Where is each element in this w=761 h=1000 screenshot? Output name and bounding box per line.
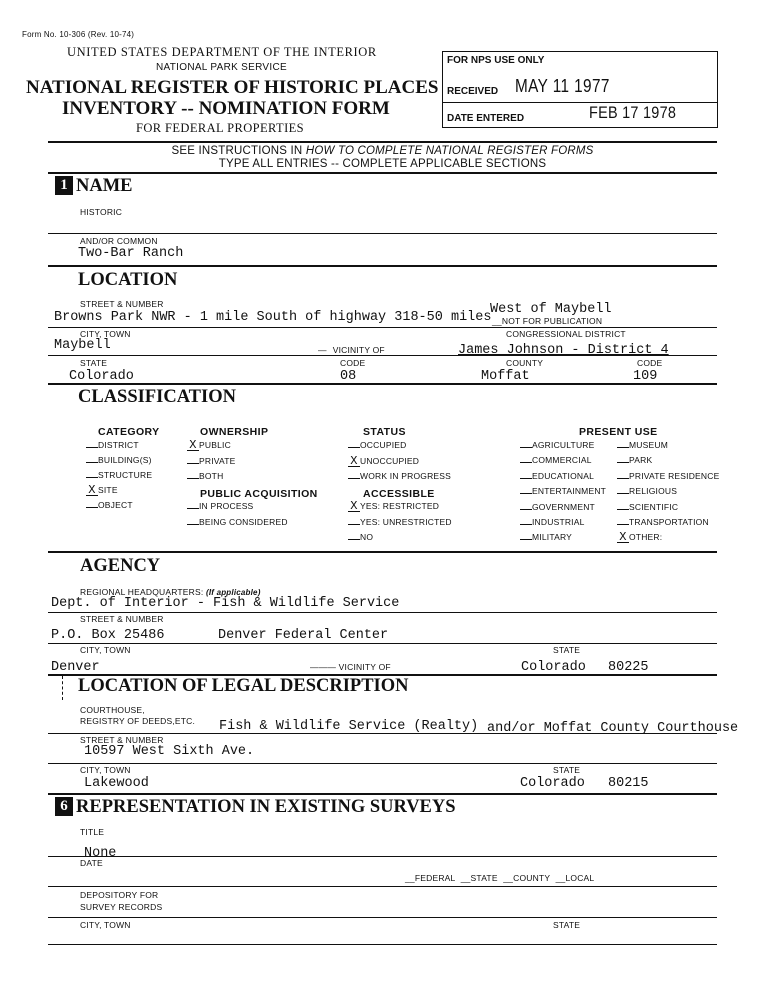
rule: [48, 886, 717, 887]
option-mark: [187, 463, 199, 464]
historic-label: HISTORIC: [80, 207, 123, 217]
option-label: OCCUPIED: [360, 440, 407, 450]
rule: [48, 265, 717, 267]
nps-use-heading: FOR NPS USE ONLY: [447, 55, 545, 66]
rule: [48, 355, 717, 356]
present-use-head: PRESENT USE: [579, 426, 658, 438]
legal-street-value: 10597 West Sixth Ave.: [84, 744, 255, 759]
option-museum: [617, 440, 668, 450]
option-label: PRIVATE: [199, 455, 236, 466]
acquisition-head: PUBLIC ACQUISITION: [200, 488, 318, 500]
option-mark: [520, 539, 532, 540]
option-educational: [520, 471, 594, 481]
registry-label: REGISTRY OF DEEDS,ETC.: [80, 716, 196, 726]
agency-zip-value: 80225: [608, 660, 649, 675]
option-label: SCIENTIFIC: [629, 501, 679, 512]
street-value: Browns Park NWR - 1 mile South of highway 318-50 miles: [54, 310, 492, 325]
option-mark: [86, 477, 98, 478]
option-label: TRANSPORTATION: [629, 517, 709, 527]
state-value: Colorado: [69, 369, 134, 384]
code2-value: 109: [633, 369, 658, 384]
section-representation-heading: 6 REPRESENTATION IN EXISTING SURVEYS: [55, 797, 456, 818]
option-label: SITE: [98, 485, 118, 495]
rep-title-label: TITLE: [80, 827, 105, 837]
rule: [48, 733, 717, 734]
not-for-publication: __NOT FOR PUBLICATION: [492, 316, 603, 326]
rep-state-label: STATE: [553, 920, 581, 930]
received-stamp: MAY 11 1977: [515, 76, 610, 96]
option-mark: X: [348, 501, 360, 512]
option-mark: [617, 509, 629, 510]
option-label: COMMERCIAL: [532, 455, 592, 466]
nps-box-divider: [443, 102, 717, 103]
option-private-residence: [617, 471, 719, 481]
option-mark: [520, 447, 532, 448]
option-private: [187, 456, 236, 466]
rule: [48, 763, 717, 764]
option-label: STRUCTURE: [98, 470, 153, 480]
rep-city-label: CITY, TOWN: [80, 920, 131, 930]
rep-levels: __FEDERAL __STATE __COUNTY __LOCAL: [405, 873, 595, 883]
option-religious: [617, 486, 677, 496]
legal-state-label: STATE: [553, 765, 581, 775]
option-label: BEING CONSIDERED: [199, 516, 288, 527]
registry-value2: and/or Moffat County Courthouse: [487, 721, 739, 736]
rule: [48, 643, 717, 644]
common-label: AND/OR COMMON: [80, 236, 158, 246]
rep-date-label: DATE: [80, 858, 103, 868]
rule: [48, 327, 717, 328]
common-name-value: Two-Bar Ranch: [78, 246, 184, 261]
option-building-s: [86, 455, 152, 465]
rule: [48, 856, 717, 857]
agency-name-value: Dept. of Interior - Fish & Wildlife Service: [51, 596, 400, 611]
option-object: [86, 500, 133, 510]
rule: [48, 551, 717, 553]
rule: [48, 233, 717, 234]
section-legal-heading: LOCATION OF LEGAL DESCRIPTION: [78, 676, 409, 696]
option-yes-unrestricted: [348, 517, 452, 527]
depository-label: DEPOSITORY FOR: [80, 890, 159, 900]
accessible-head: ACCESSIBLE: [363, 488, 435, 500]
option-label: YES: RESTRICTED: [360, 501, 440, 511]
option-unoccupied: [348, 453, 420, 468]
option-label: EDUCATIONAL: [532, 470, 595, 481]
header-rule: [48, 141, 717, 143]
agency-vicinity-label: ——— VICINITY OF: [310, 662, 391, 672]
agency-street-value: P.O. Box 25486: [51, 628, 165, 643]
option-mark: [187, 508, 199, 509]
option-mark: X: [348, 456, 360, 467]
instructions-line2: TYPE ALL ENTRIES -- COMPLETE APPLICABLE SECTIONS: [218, 158, 547, 170]
city-label: CITY, TOWN: [80, 329, 131, 339]
option-label: INDUSTRIAL: [532, 517, 585, 527]
option-occupied: [348, 440, 406, 450]
form-title: NATIONAL REGISTER OF HISTORIC PLACES: [26, 77, 439, 98]
agency-city-value: Denver: [51, 660, 100, 675]
option-military: [520, 532, 572, 542]
code2-label: CODE: [637, 358, 663, 368]
option-in-process: [187, 501, 253, 511]
option-label: IN PROCESS: [199, 501, 254, 511]
county-value: Moffat: [481, 369, 530, 384]
option-entertainment: [520, 486, 606, 496]
option-structure: [86, 470, 152, 480]
option-yes-restricted: [348, 501, 439, 512]
option-public: [187, 440, 231, 451]
option-transportation: [617, 517, 709, 527]
dept-name: UNITED STATES DEPARTMENT OF THE INTERIOR: [67, 45, 377, 59]
legal-zip-value: 80215: [608, 776, 649, 791]
option-label: OTHER:: [629, 532, 663, 543]
option-label: UNOCCUPIED: [360, 455, 420, 466]
option-agriculture: [520, 440, 595, 450]
rule: [48, 944, 717, 945]
option-both: [187, 471, 223, 481]
agency-state-label: STATE: [553, 645, 581, 655]
option-government: [520, 502, 595, 512]
agency-state-value: Colorado: [521, 660, 586, 675]
option-mark: [187, 478, 199, 479]
option-mark: [187, 524, 199, 525]
state-label: STATE: [80, 358, 108, 368]
option-mark: [348, 524, 360, 525]
option-mark: [520, 524, 532, 525]
street-label: STREET & NUMBER: [80, 299, 164, 309]
nps-use-box: [442, 51, 718, 128]
option-mark: [617, 478, 629, 479]
option-mark: [86, 507, 98, 508]
date-entered-stamp: FEB 17 1978: [589, 103, 677, 122]
section-agency-heading: AGENCY: [80, 556, 161, 576]
option-label: MILITARY: [532, 532, 573, 543]
option-site: [86, 485, 118, 496]
legal-state-value: Colorado: [520, 776, 585, 791]
option-label: ENTERTAINMENT: [532, 486, 607, 497]
option-mark: [348, 447, 360, 448]
option-label: PARK: [629, 455, 653, 466]
option-mark: X: [86, 485, 98, 496]
legal-city-label: CITY, TOWN: [80, 765, 131, 775]
street-value-cont: West of Maybell: [490, 302, 612, 317]
section-marker: [62, 676, 63, 700]
option-mark: X: [617, 532, 629, 543]
survey-records-label: SURVEY RECORDS: [80, 902, 163, 912]
option-label: RELIGIOUS: [629, 486, 678, 497]
option-park: [617, 455, 652, 465]
option-label: AGRICULTURE: [532, 440, 595, 450]
option-industrial: [520, 517, 585, 527]
category-head: CATEGORY: [98, 426, 160, 438]
service-name: NATIONAL PARK SERVICE: [156, 62, 287, 73]
registry-value: Fish & Wildlife Service (Realty): [219, 719, 479, 734]
rep-title-value: None: [84, 846, 117, 861]
option-mark: [86, 447, 98, 448]
option-district: [86, 440, 139, 450]
date-entered-label: DATE ENTERED: [447, 113, 525, 124]
legal-street-label: STREET & NUMBER: [80, 735, 164, 745]
option-mark: [617, 462, 629, 463]
option-label: DISTRICT: [98, 440, 139, 450]
courthouse-label: COURTHOUSE,: [80, 705, 145, 715]
option-other: [617, 532, 662, 543]
rule: [48, 612, 717, 613]
section-location-heading: LOCATION: [78, 270, 178, 290]
option-mark: [86, 462, 98, 463]
option-mark: [617, 524, 629, 525]
county-label: COUNTY: [506, 358, 544, 368]
option-label: GOVERNMENT: [532, 501, 595, 512]
option-label: PRIVATE RESIDENCE: [629, 470, 720, 481]
agency-street-label: STREET & NUMBER: [80, 614, 164, 624]
option-mark: X: [187, 440, 199, 451]
section-name-heading: 1 NAME: [55, 176, 133, 197]
option-mark: [348, 478, 360, 479]
option-label: NO: [360, 532, 374, 542]
for-federal: FOR FEDERAL PROPERTIES: [136, 121, 305, 135]
option-being-considered: [187, 517, 288, 527]
option-mark: [520, 478, 532, 479]
option-mark: [617, 447, 629, 448]
instructions-rule: [48, 172, 717, 174]
option-mark: [520, 509, 532, 510]
option-label: MUSEUM: [629, 440, 668, 450]
option-mark: [348, 539, 360, 540]
form-number: Form No. 10-306 (Rev. 10-74): [22, 30, 135, 39]
status-head: STATUS: [363, 426, 406, 438]
vicinity-label: — VICINITY OF: [318, 345, 385, 355]
city-value: Maybell: [54, 338, 111, 353]
option-label: PUBLIC: [199, 440, 231, 450]
option-scientific: [617, 502, 678, 512]
instructions-line1: SEE INSTRUCTIONS IN HOW TO COMPLETE NATIONAL REGISTER FORMS: [171, 145, 594, 157]
option-label: WORK IN PROGRESS: [360, 471, 452, 481]
option-label: OBJECT: [98, 500, 133, 510]
section-classification-heading: CLASSIFICATION: [78, 387, 236, 407]
form-subtitle: INVENTORY -- NOMINATION FORM: [62, 98, 390, 119]
legal-city-value: Lakewood: [84, 776, 149, 791]
rule: [48, 917, 717, 918]
option-label: YES: UNRESTRICTED: [360, 516, 452, 527]
option-label: BOTH: [199, 471, 224, 481]
ownership-head: OWNERSHIP: [200, 426, 269, 438]
option-mark: [520, 493, 532, 494]
option-commercial: [520, 455, 592, 465]
option-mark: [617, 493, 629, 494]
code-label: CODE: [340, 358, 366, 368]
congressional-value: James Johnson - District 4: [458, 343, 669, 358]
code-value: 08: [340, 369, 357, 384]
regional-hq-label: REGIONAL HEADQUARTERS: (If applicable): [80, 587, 261, 597]
option-label: BUILDING(S): [98, 455, 152, 465]
rule: [48, 793, 717, 795]
option-no: [348, 532, 373, 542]
congressional-label: CONGRESSIONAL DISTRICT: [506, 329, 626, 339]
agency-street-value2: Denver Federal Center: [218, 628, 389, 643]
agency-city-label: CITY, TOWN: [80, 645, 131, 655]
received-label: RECEIVED: [447, 86, 499, 97]
rule: [48, 383, 717, 385]
option-mark: [520, 462, 532, 463]
option-work-in-progress: [348, 471, 451, 481]
